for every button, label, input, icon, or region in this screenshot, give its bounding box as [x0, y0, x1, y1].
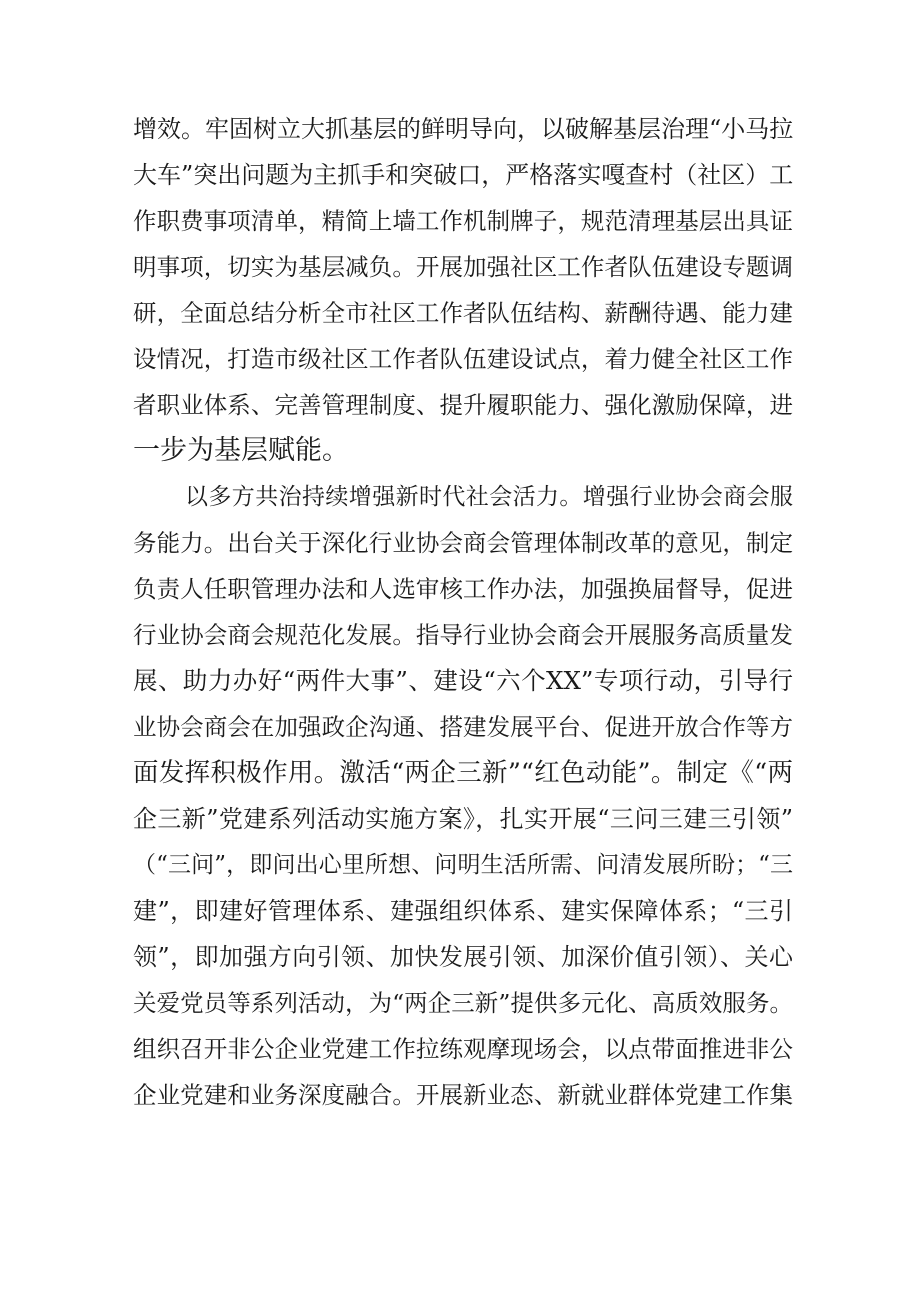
paragraph-line: 领”，即加强方向引领、加快发展引领、加深价值引领）、关心 [133, 943, 793, 971]
paragraph-line: 一步为基层赋能。 [133, 435, 349, 466]
paragraph-line: 大车”突出问题为主抓手和突破口，严格落实嘎查村（社区）工 [133, 161, 794, 189]
paragraph-line: 建”，即建好管理体系、建强组织体系、建实保障体系；“三引 [133, 897, 793, 925]
paragraph-line: 行业协会商会规范化发展。指导行业协会商会开展服务高质量发 [133, 621, 793, 649]
paragraph-line: 企三新”党建系列活动实施方案》，扎实开展“三问三建三引领” [133, 805, 793, 833]
paragraph-line: 务能力。出台关于深化行业协会商会管理体制改革的意见，制定 [133, 529, 793, 557]
paragraph-line: 面发挥积极作用。激活“两企三新”“红色动能”。制定《“两 [133, 758, 793, 788]
paragraph-line: 设情况，打造市级社区工作者队伍建设试点，着力健全社区工作 [133, 345, 793, 373]
paragraph-line: 负责人任职管理办法和人选审核工作办法，加强换届督导，促进 [133, 575, 793, 603]
paragraph-line: 组织召开非公企业党建工作拉练观摩现场会，以点带面推进非公 [133, 1035, 793, 1063]
paragraph-line: 企业党建和业务深度融合。开展新业态、新就业群体党建工作集 [133, 1081, 793, 1109]
paragraph-line: 业协会商会在加强政企沟通、搭建发展平台、促进开放合作等方 [133, 713, 793, 741]
paragraph-line: 明事项，切实为基层减负。开展加强社区工作者队伍建设专题调 [133, 253, 793, 281]
paragraph-line: 研，全面总结分析全市社区工作者队伍结构、薪酬待遇、能力建 [133, 299, 793, 327]
paragraph-line: 作职费事项清单，精简上墙工作机制牌子，规范清理基层出具证 [133, 207, 793, 235]
paragraph-line: 增效。牢固树立大抓基层的鲜明导向，以破解基层治理“小马拉 [133, 115, 794, 143]
paragraph-line: 关爱党员等系列活动，为“两企三新”提供多元化、高质效服务。 [133, 989, 793, 1017]
paragraph-line: 者职业体系、完善管理制度、提升履职能力、强化激励保障，进 [133, 391, 793, 419]
paragraph-line: （“三问”，即问出心里所想、问明生活所需、问清发展所盼；“三 [133, 852, 793, 878]
paragraph-line: 以多方共治持续增强新时代社会活力。增强行业协会商会服 [185, 484, 793, 510]
paragraph-line: 展、助力办好“两件大事”、建设“六个XX”专项行动，引导行 [133, 666, 793, 695]
